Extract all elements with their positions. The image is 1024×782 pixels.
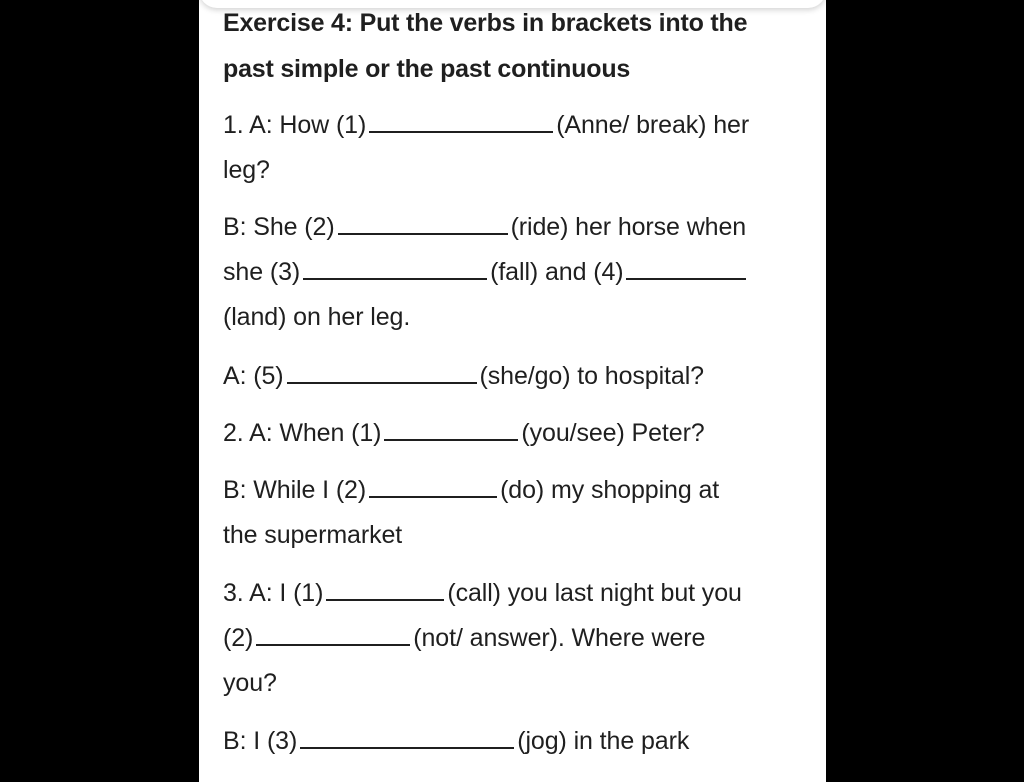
item-6-line-2 <box>223 616 823 661</box>
item-7-line <box>223 719 813 764</box>
item-7-prefix: B: I (3) <box>223 727 298 755</box>
blank-2-2[interactable] <box>369 474 497 498</box>
item-4-suffix: (you/see) Peter? <box>521 419 705 447</box>
item-1-answer <box>223 205 813 340</box>
item-4-line <box>223 411 813 456</box>
title-line-1: Exercise 4: Put the verbs in brackets into the <box>223 9 748 37</box>
blank-1-3[interactable] <box>303 256 487 280</box>
blank-1-1[interactable] <box>369 109 553 133</box>
item-6-suffix: (call) you last night but you <box>447 579 742 607</box>
item-2-line-2 <box>223 250 813 295</box>
item-2-answer <box>223 468 813 558</box>
blank-1-2[interactable] <box>338 211 508 235</box>
exercise-title <box>223 0 813 92</box>
item-6-line-1 <box>223 571 823 616</box>
item-3-line <box>223 354 813 399</box>
blank-2-1[interactable] <box>384 417 518 441</box>
item-1-followup <box>223 354 813 399</box>
item-5-prefix: B: While I (2) <box>223 476 367 504</box>
item-6-prefix: 3. A: I (1) <box>223 579 324 607</box>
item-1-suffix: (Anne/ break) her <box>556 111 750 139</box>
item-2-suffix: (ride) her horse when <box>510 213 747 241</box>
blank-3-3[interactable] <box>300 725 514 749</box>
item-3-answer <box>223 719 813 764</box>
item-1-line-2: leg? <box>223 156 270 184</box>
item-1-prefix: 1. A: How (1) <box>223 111 367 139</box>
item-3-prefix: A: (5) <box>223 362 284 390</box>
item-2-line-3: (land) on her leg. <box>223 303 411 331</box>
item-2-question <box>223 411 813 456</box>
item-4-prefix: 2. A: When (1) <box>223 419 382 447</box>
item-3-question <box>223 571 823 706</box>
exercise-page[interactable] <box>199 0 826 782</box>
item-5-suffix: (do) my shopping at <box>500 476 720 504</box>
item-6-line2-suffix: (not/ answer). Where were <box>413 624 706 652</box>
item-1-question <box>223 103 813 193</box>
item-6-line-3: you? <box>223 669 277 697</box>
blank-1-5[interactable] <box>287 360 477 384</box>
item-2-line-1 <box>223 205 813 250</box>
item-2-line2-prefix: she (3) <box>223 258 301 286</box>
item-6-line2-prefix: (2) <box>223 624 254 652</box>
item-7-suffix: (jog) in the park <box>517 727 690 755</box>
item-2-line2-middle: (fall) and (4) <box>490 258 624 286</box>
item-5-line-2: the supermarket <box>223 521 403 549</box>
blank-1-4[interactable] <box>626 256 746 280</box>
blank-3-1[interactable] <box>326 577 444 601</box>
item-5-line-1 <box>223 468 813 513</box>
item-1-line-1 <box>223 103 813 148</box>
title-line-2: past simple or the past continuous <box>223 55 631 83</box>
blank-3-2[interactable] <box>256 622 410 646</box>
item-2-prefix: B: She (2) <box>223 213 335 241</box>
item-3-suffix: (she/go) to hospital? <box>479 362 704 390</box>
